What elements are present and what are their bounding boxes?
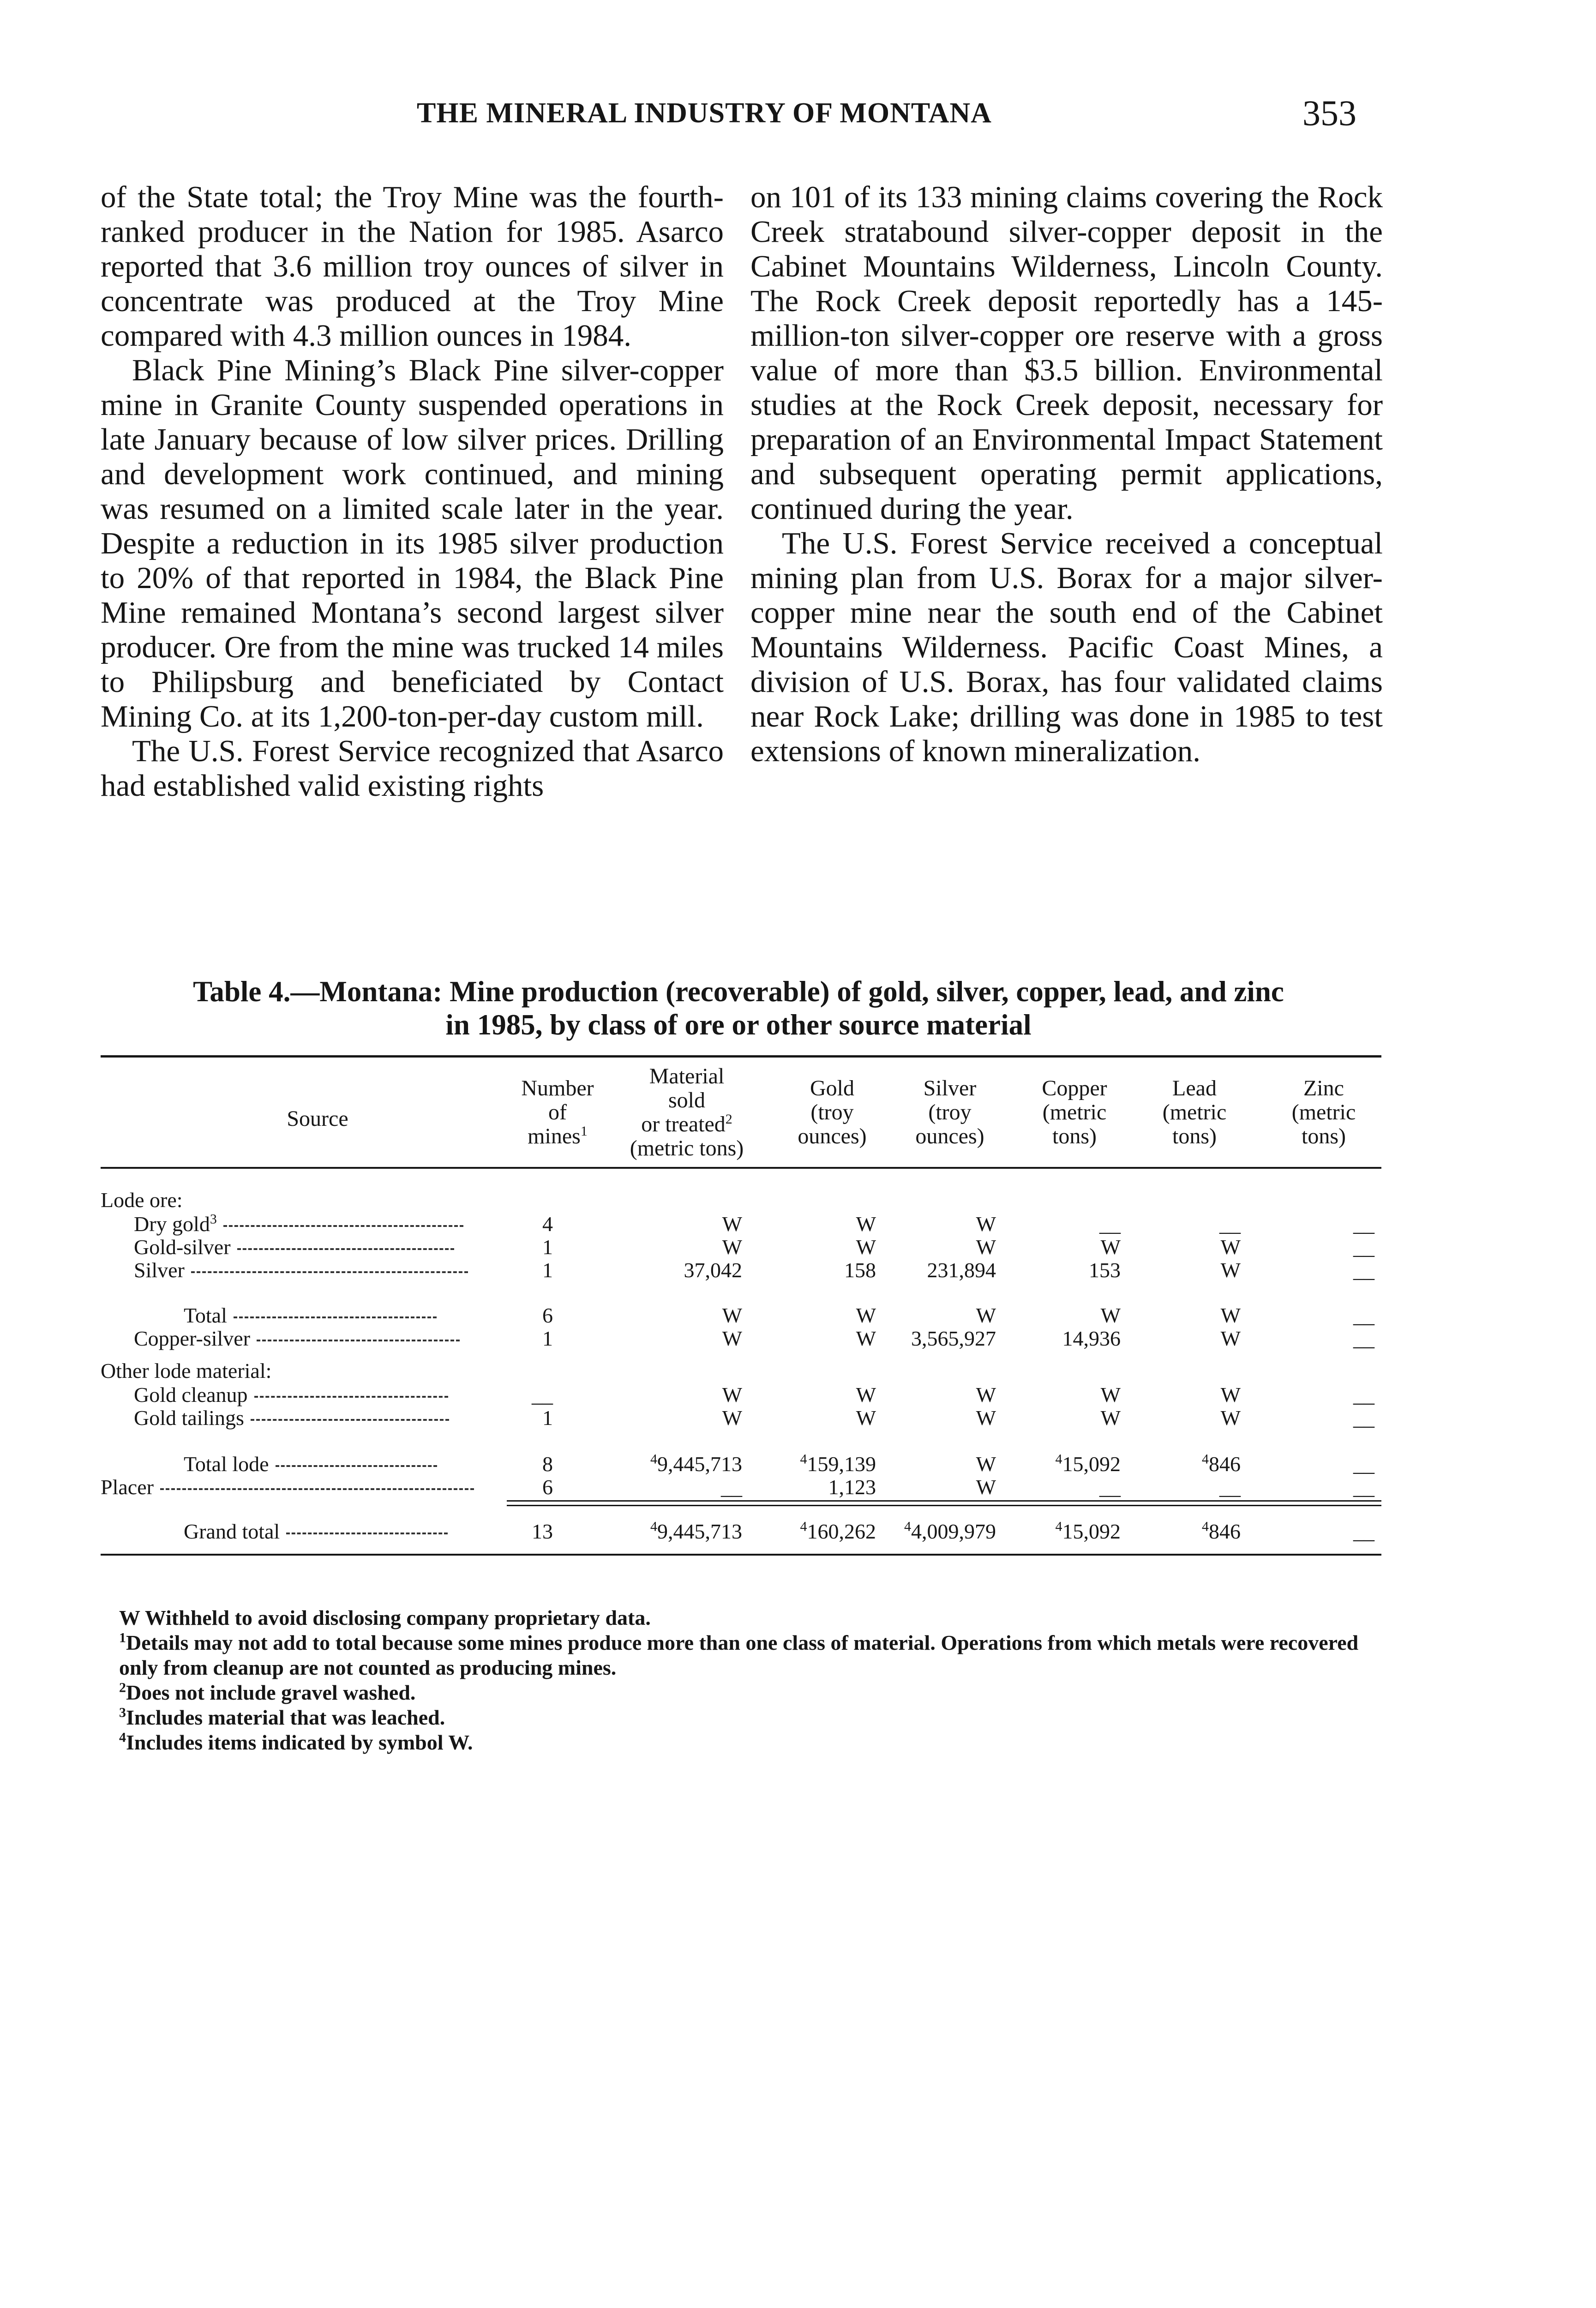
table-cell: __	[1099, 1475, 1121, 1499]
table-cell: W	[1220, 1235, 1241, 1259]
table-cell: 4	[542, 1212, 553, 1236]
table-cell: __	[1353, 1520, 1374, 1543]
table-cell: W	[856, 1383, 876, 1406]
paragraph: on 101 of its 133 mining claims covering the Rock Creek stratabound silver-copper deposit in the Cabinet Mountains Wilderness, Lincoln County. The Rock Creek deposit reportedly has a 145-million-ton silver-copper ore reserve with a gross value of more than $3.5 billion. Environmental studies at the Rock Creek deposit, necessary for preparation of an Environmental Impact Statement and subsequent operating permit applications, continued during the year.	[750, 180, 1383, 526]
table-title-line: Table 4.—Montana: Mine production (recoverable) of gold, silver, copper, lead, and zinc	[193, 975, 1284, 1008]
footnote: $^2$Does not include gravel washed.	[119, 1680, 416, 1704]
col-header-material: Material sold or treated$^2$ (metric tons)	[630, 1064, 744, 1160]
table-cell: $^4$15,092	[1055, 1519, 1121, 1543]
table-cell: W	[722, 1235, 742, 1259]
table-cell: $^4$160,262	[800, 1519, 876, 1543]
table-cell: 8	[542, 1452, 553, 1476]
row-label-gold-tailings: Gold tailings	[134, 1406, 449, 1430]
table-cell: __	[1353, 1406, 1374, 1430]
right-column	[750, 180, 1383, 769]
row-label-silver: Silver	[134, 1258, 468, 1282]
table-cell: W	[722, 1212, 742, 1236]
total-rule	[507, 1505, 1381, 1506]
row-label-total: Total	[184, 1304, 437, 1328]
table-title	[92, 975, 1385, 1041]
table-cell: __	[1099, 1212, 1121, 1236]
row-label-dry-gold: Dry gold$^3$	[134, 1212, 463, 1236]
table-cell: W	[856, 1235, 876, 1259]
table-cell: W	[722, 1406, 742, 1430]
paragraph: of the State total; the Troy Mine was the fourth-ranked producer in the Nation for 1985. Asarco reported that 3.6 million troy ounces of silver in concentrate was produced at the Troy Mine compared with 4.3 million ounces in 1984.	[101, 180, 724, 353]
table-cell: $^4$846	[1202, 1451, 1241, 1476]
table-cell: W	[856, 1212, 876, 1236]
table-cell: W	[976, 1475, 996, 1499]
table-cell: 37,042	[684, 1258, 742, 1282]
table-cell: 6	[542, 1304, 553, 1327]
table-cell: W	[856, 1406, 876, 1430]
table-cell: 158	[844, 1258, 876, 1282]
table-cell: W	[976, 1383, 996, 1406]
table-cell: __	[532, 1383, 553, 1406]
table-cell: W	[976, 1235, 996, 1259]
table-cell: 14,936	[1062, 1327, 1121, 1350]
table-cell: W	[1220, 1383, 1241, 1406]
table-title-line: in 1985, by class of ore or other source material	[445, 1009, 1032, 1041]
running-title: THE MINERAL INDUSTRY OF MONTANA	[417, 97, 992, 129]
table-cell: 1	[542, 1327, 553, 1350]
total-rule	[507, 1500, 1381, 1502]
table-cell: W	[1220, 1304, 1241, 1327]
col-header-source: Source	[287, 1106, 348, 1131]
footnote: $^4$Includes items indicated by symbol W.	[119, 1730, 473, 1754]
table-cell: $^4$9,445,713	[650, 1451, 742, 1476]
table-cell: W	[976, 1452, 996, 1476]
table-cell: W	[856, 1327, 876, 1350]
col-header-gold: Gold (troy ounces)	[798, 1076, 867, 1148]
table-cell: $^4$159,139	[800, 1451, 876, 1476]
table-cell: W	[1220, 1406, 1241, 1430]
table-cell: W	[1100, 1383, 1121, 1406]
table-footnotes	[101, 1605, 1381, 1755]
table-cell: __	[1219, 1475, 1241, 1499]
paragraph: Black Pine Mining’s Black Pine silver-copper mine in Granite County suspended operations in late January because of low silver prices. Drilling and development work continued, and mining was resumed on a limited scale later in the year. Despite a reduction in its 1985 silver production to 20% of that reported in 1984, the Black Pine Mine remained Montana’s second largest silver producer. Ore from the mine was trucked 14 miles to Philipsburg and beneficiated by Contact Mining Co. at its 1,200-ton-per-day custom mill.	[101, 353, 724, 733]
table-cell: 1	[542, 1258, 553, 1282]
table-cell: W	[722, 1383, 742, 1406]
table-cell: __	[1219, 1212, 1241, 1236]
paragraph: The U.S. Forest Service recognized that Asarco had established valid existing rights	[101, 734, 724, 803]
row-label-total-lode: Total lode	[184, 1452, 437, 1476]
table-cell: $^4$846	[1202, 1519, 1241, 1543]
col-header-silver: Silver (troy ounces)	[915, 1076, 984, 1148]
row-label-placer: Placer	[101, 1475, 474, 1499]
footnote: $^3$Includes material that was leached.	[119, 1705, 445, 1729]
table-cell: $^4$4,009,979	[904, 1519, 996, 1543]
row-label-grand-total: Grand total	[184, 1520, 448, 1544]
table-cell: 6	[542, 1475, 553, 1499]
footnote: $^1$Details may not add to total because some mines produce more than one class of material. Operations from which metals were recovered only from cleanup are not counted as producing mines.	[119, 1630, 1359, 1679]
table-cell: W	[1100, 1406, 1121, 1430]
table-cell: __	[1353, 1258, 1374, 1282]
row-label-copper-silver: Copper-silver	[134, 1327, 460, 1351]
table-cell: $^4$15,092	[1055, 1451, 1121, 1476]
table-cell: __	[721, 1475, 742, 1499]
section-label-lode-ore: Lode ore:	[101, 1188, 183, 1212]
table-cell: W	[976, 1406, 996, 1430]
running-header	[0, 92, 1596, 138]
page-number: 353	[1302, 93, 1356, 133]
section-label-other-lode: Other lode material:	[101, 1359, 272, 1382]
col-header-mines: Number of mines$^1$	[521, 1076, 594, 1148]
table-cell: __	[1353, 1383, 1374, 1406]
row-label-gold-cleanup: Gold cleanup	[134, 1383, 448, 1407]
table-cell: 153	[1089, 1258, 1121, 1282]
table-cell: W	[1100, 1304, 1121, 1327]
col-header-copper: Copper (metric tons)	[1042, 1076, 1107, 1148]
row-label-gold-silver: Gold-silver	[134, 1235, 454, 1259]
table-cell: __	[1353, 1212, 1374, 1236]
table-cell: __	[1353, 1235, 1374, 1259]
col-header-zinc: Zinc (metric tons)	[1291, 1076, 1356, 1148]
table-cell: W	[1100, 1235, 1121, 1259]
table-cell: __	[1353, 1452, 1374, 1476]
table-cell: W	[976, 1304, 996, 1327]
table-cell: W	[722, 1327, 742, 1350]
table-cell: W	[976, 1212, 996, 1236]
table-cell: __	[1353, 1304, 1374, 1327]
table-cell: 1	[542, 1406, 553, 1430]
table-cell: 3,565,927	[911, 1327, 996, 1350]
table-cell: W	[1220, 1258, 1241, 1282]
table-cell: 13	[532, 1520, 553, 1543]
table-cell: $^4$9,445,713	[650, 1519, 742, 1543]
table-cell: W	[722, 1304, 742, 1327]
table-cell: 1,123	[828, 1475, 876, 1499]
table-cell: W	[856, 1304, 876, 1327]
left-column	[101, 180, 724, 803]
table-cell: 231,894	[927, 1258, 996, 1282]
table-cell: __	[1353, 1327, 1374, 1350]
table-cell: W	[1220, 1327, 1241, 1350]
col-header-lead: Lead (metric tons)	[1162, 1076, 1227, 1148]
paragraph: The U.S. Forest Service received a conceptual mining plan from U.S. Borax for a major silver-copper mine near the south end of the Cabinet Mountains Wilderness. Pacific Coast Mines, a division of U.S. Borax, has four validated claims near Rock Lake; drilling was done in 1985 to test extensions of known mineralization.	[750, 526, 1383, 768]
table-cell: __	[1353, 1475, 1374, 1499]
footnote: W Withheld to avoid disclosing company proprietary data.	[119, 1606, 651, 1629]
table-cell: 1	[542, 1235, 553, 1259]
table-top-rule	[101, 1055, 1381, 1058]
production-table	[101, 1058, 1381, 1575]
